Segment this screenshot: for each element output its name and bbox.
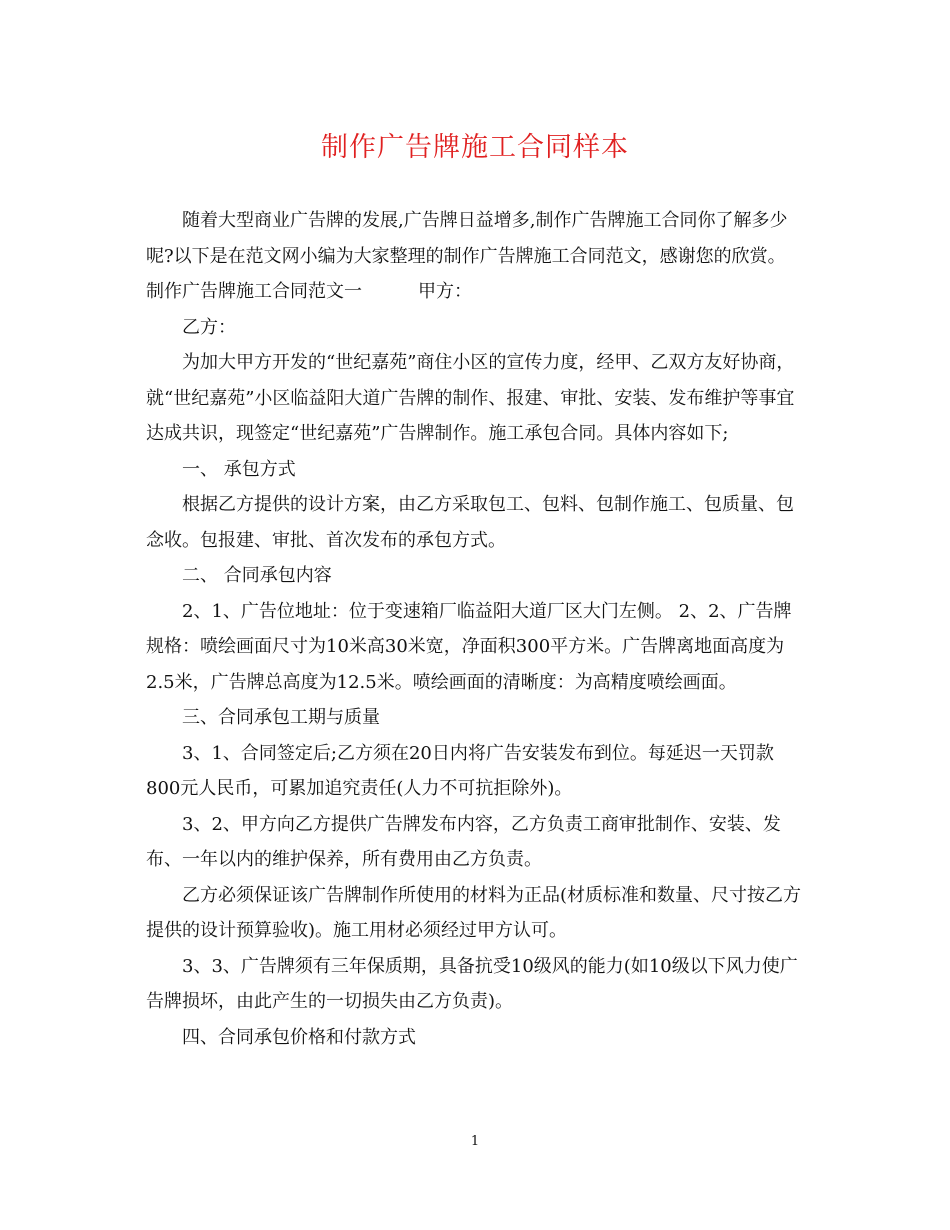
- section-heading-4: 四、合同承包价格和付款方式: [182, 1026, 416, 1048]
- clause-3-3-paragraph: 3、3、广告牌须有三年保质期，具备抗受10级风的能力(如10级以下风力使广告牌损坏，由此产生的一切损失由乙方负责)。: [146, 955, 798, 1012]
- materials-paragraph: 乙方必须保证该广告牌制作所使用的材料为正品(材质标准和数量、尺寸按乙方提供的设计预算验收)。施工用材必须经过甲方认可。: [146, 884, 802, 941]
- document-body: [146, 203, 804, 1055]
- page-number: 1: [470, 1134, 480, 1149]
- clause-3-1-paragraph: 3、1、合同签定后;乙方须在20日内将广告安装发布到位。每延迟一天罚款800元人民币，可累加追究责任(人力不可抗拒除外)。: [146, 742, 774, 799]
- intro-paragraph: 随着大型商业广告牌的发展,广告牌日益增多,制作广告牌施工合同你了解多少呢?以下是在范文网小编为大家整理的制作广告牌施工合同范文，感谢您的欣赏。: [146, 210, 788, 267]
- section-heading-3: 三、合同承包工期与质量: [182, 707, 380, 728]
- document-title: 制作广告牌施工合同样本: [321, 132, 629, 163]
- party-b-label: 乙方：: [182, 316, 236, 338]
- section-heading-1: 一、 承包方式: [182, 458, 296, 480]
- clause-3-2-paragraph: 3、2、甲方向乙方提供广告牌发布内容，乙方负责工商审批制作、安装、发布、一年以内的维护保养，所有费用由乙方负责。: [146, 813, 781, 870]
- section-heading: 制作广告牌施工合同范文一: [146, 281, 362, 302]
- party-a-label: 甲方：: [418, 281, 472, 302]
- contract-heading-line: [146, 274, 804, 310]
- section-1-paragraph: 根据乙方提供的设计方案，由乙方采取包工、包料、包制作施工、包质量、包念收。包报建、审批、首次发布的承包方式。: [146, 494, 794, 551]
- section-heading-2: 二、 合同承包内容: [182, 565, 332, 586]
- section-2-paragraph: 2、1、广告位地址：位于变速箱厂临益阳大道厂区大门左侧。 2、2、广告牌规格：喷绘画面尺寸为10米高30米宽，净面积300平方米。广告牌离地面高度为2.5米，广告牌总高度为12.5米。喷绘画面的清晰度：为高精度喷绘画面。: [146, 600, 792, 693]
- preamble-paragraph: 为加大甲方开发的“世纪嘉苑”商住小区的宣传力度，经甲、乙双方友好协商，就“世纪嘉苑”小区临益阳大道广告牌的制作、报建、审批、安装、发布维护等事宜达成共识，现签定“世纪嘉苑”广告牌制作。施工承包合同。具体内容如下;: [146, 352, 795, 444]
